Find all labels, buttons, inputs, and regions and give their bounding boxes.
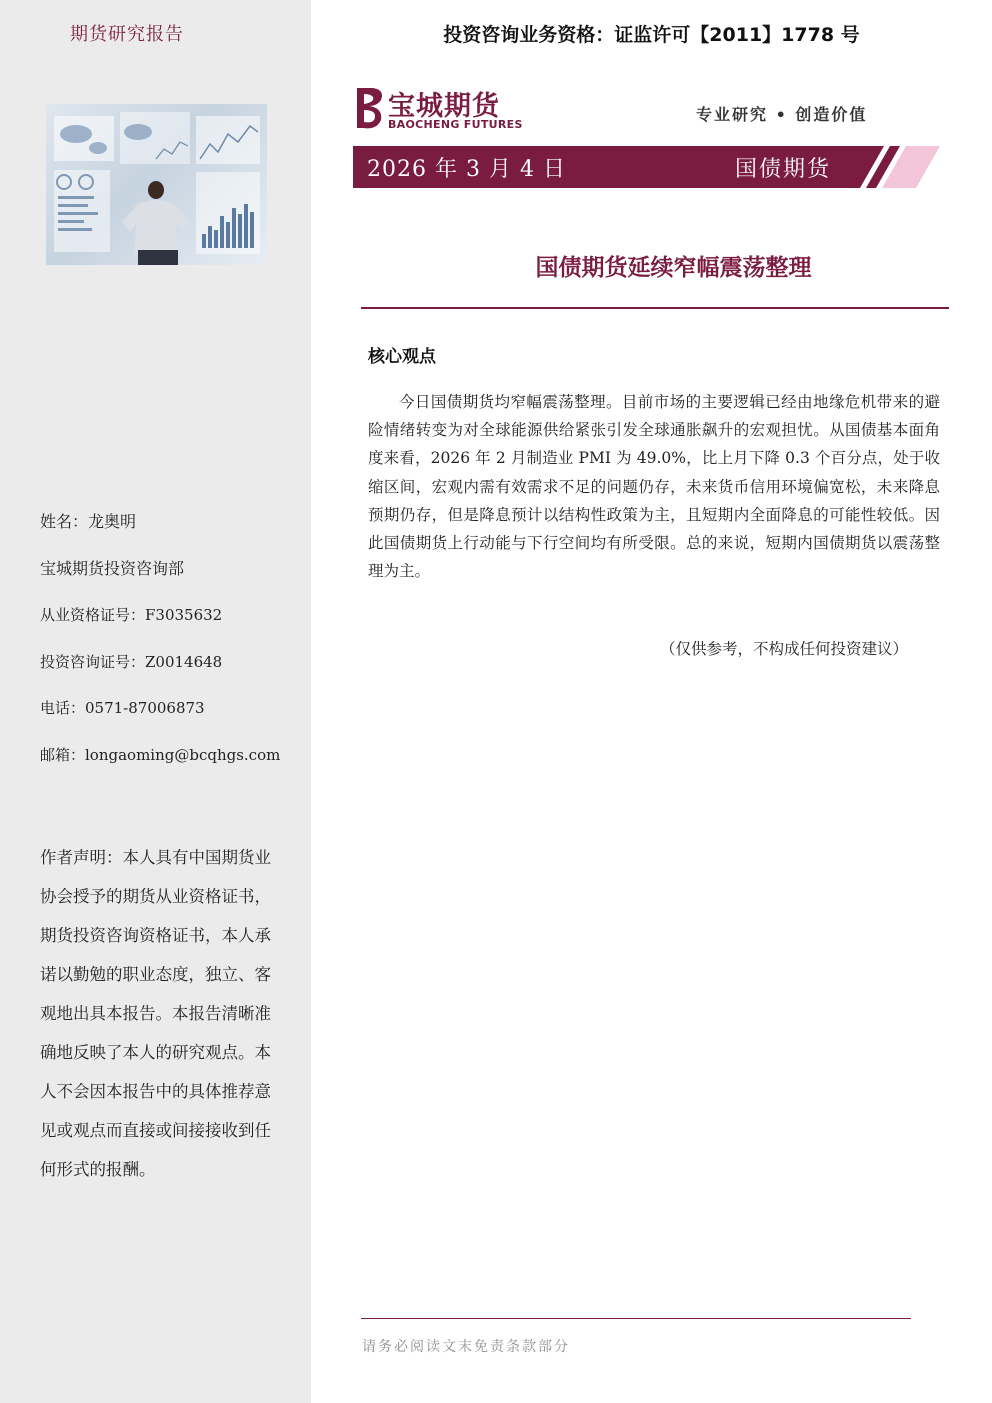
author-info bbox=[40, 508, 300, 788]
author-statement: 作者声明：本人具有中国期货业协会授予的期货从业资格证书，期货投资咨询资格证书，本人承诺以勤勉的职业态度，独立、客观地出具本报告。本报告清晰准确地反映了本人的研究观点。本人不会因本报告中的具体推荐意见或观点而直接或间接接收到任何形式的报酬。 bbox=[40, 848, 271, 1179]
license-line: 投资咨询业务资格：证监许可【2011】1778 号 bbox=[443, 24, 860, 46]
logo-chinese-name: 宝城期货 bbox=[388, 91, 500, 122]
logo-english-name: BAOCHENG FUTURES bbox=[388, 118, 523, 131]
date-category-band bbox=[353, 146, 893, 188]
consulting-number: 投资咨询证号：Z0014648 bbox=[40, 652, 223, 671]
report-type-label: 期货研究报告 bbox=[70, 24, 184, 45]
report-category: 国债期货 bbox=[735, 157, 832, 182]
businessman-dashboard-illustration bbox=[46, 104, 267, 265]
report-date: 2026 年 3 月 4 日 bbox=[367, 157, 566, 182]
report-title: 国债期货延续窄幅震荡整理 bbox=[535, 255, 812, 281]
phone-number: 电话：0571-87006873 bbox=[40, 699, 205, 718]
qualification-number: 从业资格证号：F3035632 bbox=[40, 606, 223, 625]
footer-divider bbox=[361, 1318, 911, 1319]
slogan: 专业研究 • 创造价值 bbox=[696, 105, 868, 124]
hero-image bbox=[46, 104, 267, 265]
sidebar bbox=[0, 0, 311, 1403]
section-heading: 核心观点 bbox=[368, 347, 436, 367]
footer-text: 请务必阅读文末免责条款部分 bbox=[362, 1339, 570, 1355]
core-view-paragraph: 今日国债期货均窄幅震荡整理。目前市场的主要逻辑已经由地缘危机带来的避险情绪转变为对全球能源供给紧张引发全球通胀飙升的宏观担忧。从国债基本面角度来看，2026 年 2 月制造业 PMI 为 49.0%，比上月下降 0.3 个百分点，处于收缩区间，宏观内需有效需求不足的问题仍存，未来货币信用环境偏宽松，未来降息预期仍存，但是降息预计以结构性政策为主，且短期内全面降息的可能性较低。因此国债期货上行动能与下行空间均有所受限。总的来说，短期内国债期货以震荡整理为主。 bbox=[368, 393, 940, 581]
author-name: 姓名：龙奥明 bbox=[40, 512, 137, 531]
disclaimer-note: （仅供参考，不构成任何投资建议） bbox=[660, 640, 909, 658]
author-department: 宝城期货投资咨询部 bbox=[40, 558, 185, 578]
email-address[interactable]: 邮箱：longaoming@bcqhgs.com bbox=[40, 745, 281, 764]
title-divider bbox=[361, 307, 949, 309]
